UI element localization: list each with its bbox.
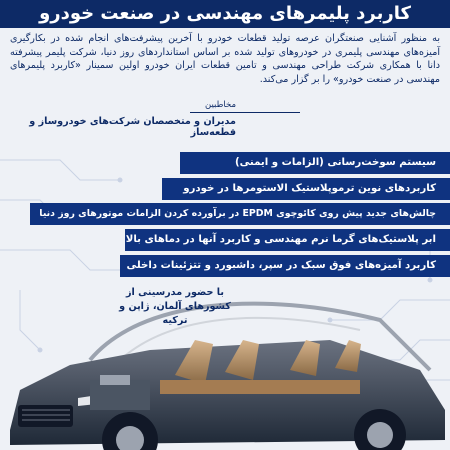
topic-label-4: ابر پلاستیک‌های گرما نرم مهندسی و کاربرد آنها در دماهای بالا [125, 234, 436, 245]
topic-label-2: کاربردهای نوین ترموپلاستیک الاستومرها در خودرو [183, 183, 436, 194]
topic-label-3: چالش‌های جدید پیش روی کائوچوی EPDM در برآورده کردن الزامات موتورهای روز دنیا [39, 208, 436, 219]
topic-bar-5 [120, 255, 450, 277]
topic-label-1: سیستم سوخت‌رسانی (الزامات و ایمنی) [234, 157, 436, 168]
topic-bar-4 [125, 229, 450, 251]
presence-line-2: کشورهای آلمان، ژاپن و ترکیه [119, 301, 231, 326]
topic-bar-3 [30, 203, 450, 225]
topic-bar-1 [180, 152, 450, 174]
page-title: کاربرد پلیمرهای مهندسی در صنعت خودرو [39, 3, 411, 24]
intro-paragraph: به منظور آشنایی صنعتگران عرصه تولید قطعات خودرو با آخرین پیشرفت‌های انجام شده در بکارگیری آمیزه‌های مهندسی پلیمری در خودروهای تولید شده بر اساس استانداردهای روز دنیا، شرکت پلیمر پیشرفته دانا با همکاری شرکت طراحی مهندسی و تامین قطعات ایران خودرو اولین سمینار «کاربرد پلیمرهای مهندسی در صنعت خودرو» را بر گزار می‌کند. [10, 33, 440, 85]
audience-label: مخاطبین [205, 100, 236, 110]
topic-label-5: کاربرد آمیزه‌های فوق سبک در سپر، داشبورد و تتزئینات داخلی [126, 260, 436, 271]
topic-bar-2 [162, 178, 450, 200]
presence-note [115, 286, 235, 328]
presence-line-1: با حضور مدرسینی از [126, 287, 224, 298]
audience-divider [190, 112, 300, 113]
audience-text: مدیران و متخصصان شرکت‌های خودروساز و قطعه‌ساز [29, 116, 236, 138]
